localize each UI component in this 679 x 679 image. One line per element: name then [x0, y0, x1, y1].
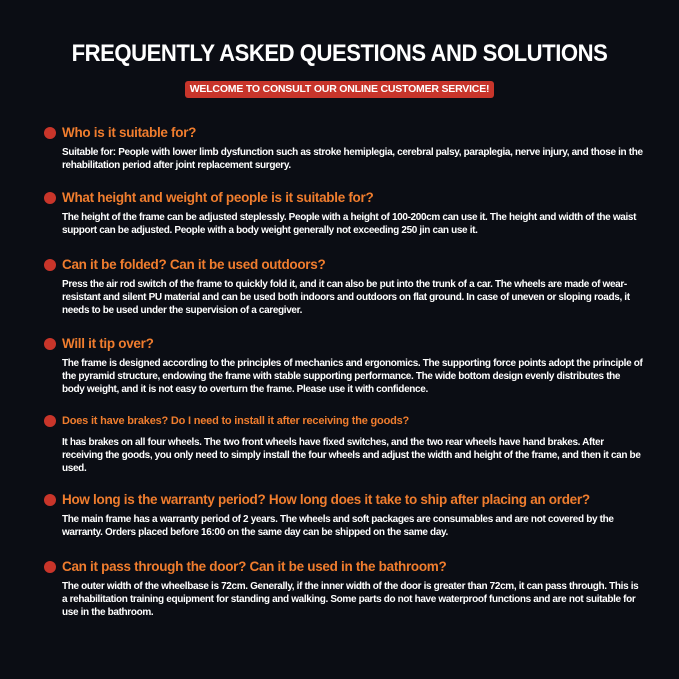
bullet-icon: [44, 127, 56, 139]
faq-answer: Suitable for: People with lower limb dysfunction such as stroke hemiplegia, cerebral palsy, paraplegia, nerve injury, and those in the rehabilitation period after joint replacement surgery.: [62, 147, 643, 171]
faq-answer: The main frame has a warranty period of 2 years. The wheels and soft packages are consumables and are not covered by the warranty. Orders placed before 16:00 on the same day can be shipped on the same day.: [62, 514, 614, 538]
faq-question: Who is it suitable for?: [62, 125, 197, 140]
faq-answer: The height of the frame can be adjusted steplessly. People with a height of 100-200cm can use it. The height and width of the waist support can be adjusted. People with a body weight generally not exceeding 250 jin can use it.: [62, 212, 637, 236]
faq-item-brakes: [44, 415, 644, 475]
faq-item-door-bathroom: [44, 559, 644, 619]
faq-answer: Press the air rod switch of the frame to quickly fold it, and it can also be put into the trunk of a car. The wheels are made of wear-resistant and silent PU material and can be used both indoors and outdoors on flat ground. In case of uneven or sloping roads, it needs to be used under the supervision of a caregiver.: [62, 279, 630, 316]
faq-item-tip-over: [44, 336, 644, 396]
faq-question: Can it pass through the door? Can it be used in the bathroom?: [62, 559, 447, 574]
faq-answer: The outer width of the wheelbase is 72cm. Generally, if the inner width of the door is greater than 72cm, it can pass through. This is a rehabilitation training equipment for standing and walking. Some parts do not have waterproof functions and are not suitable for use in the bathroom.: [62, 581, 639, 618]
faq-question: What height and weight of people is it suitable for?: [62, 190, 374, 205]
bullet-icon: [44, 338, 56, 350]
customer-service-banner: WELCOME TO CONSULT OUR ONLINE CUSTOMER SERVICE!: [185, 81, 495, 98]
faq-item-warranty: [44, 492, 644, 539]
faq-answer: The frame is designed according to the principles of mechanics and ergonomics. The supporting force points adopt the principle of the pyramid structure, endowing the frame with stable supporting performance. The wide bottom design evenly distributes the body weight, and it is not easy to overturn the frame. Please use it with confidence.: [62, 358, 643, 395]
bullet-icon: [44, 561, 56, 573]
faq-question: Does it have brakes? Do I need to install it after receiving the goods?: [62, 415, 410, 427]
bullet-icon: [44, 415, 56, 427]
faq-item-height-weight: [44, 190, 644, 237]
banner-container: [0, 79, 679, 98]
page-title: FREQUENTLY ASKED QUESTIONS AND SOLUTIONS: [71, 40, 608, 67]
faq-question: Can it be folded? Can it be used outdoors?: [62, 257, 326, 272]
faq-question: How long is the warranty period? How long does it take to ship after placing an order?: [62, 492, 590, 507]
faq-question: Will it tip over?: [62, 336, 154, 351]
bullet-icon: [44, 259, 56, 271]
faq-answer: It has brakes on all four wheels. The two front wheels have fixed switches, and the two rear wheels have hand brakes. After receiving the goods, you only need to simply install the four wheels and adjust the width and height of the frame, and then it can be used.: [62, 437, 641, 474]
faq-item-suitable: [44, 125, 644, 172]
bullet-icon: [44, 494, 56, 506]
faq-item-folding: [44, 257, 644, 317]
bullet-icon: [44, 192, 56, 204]
